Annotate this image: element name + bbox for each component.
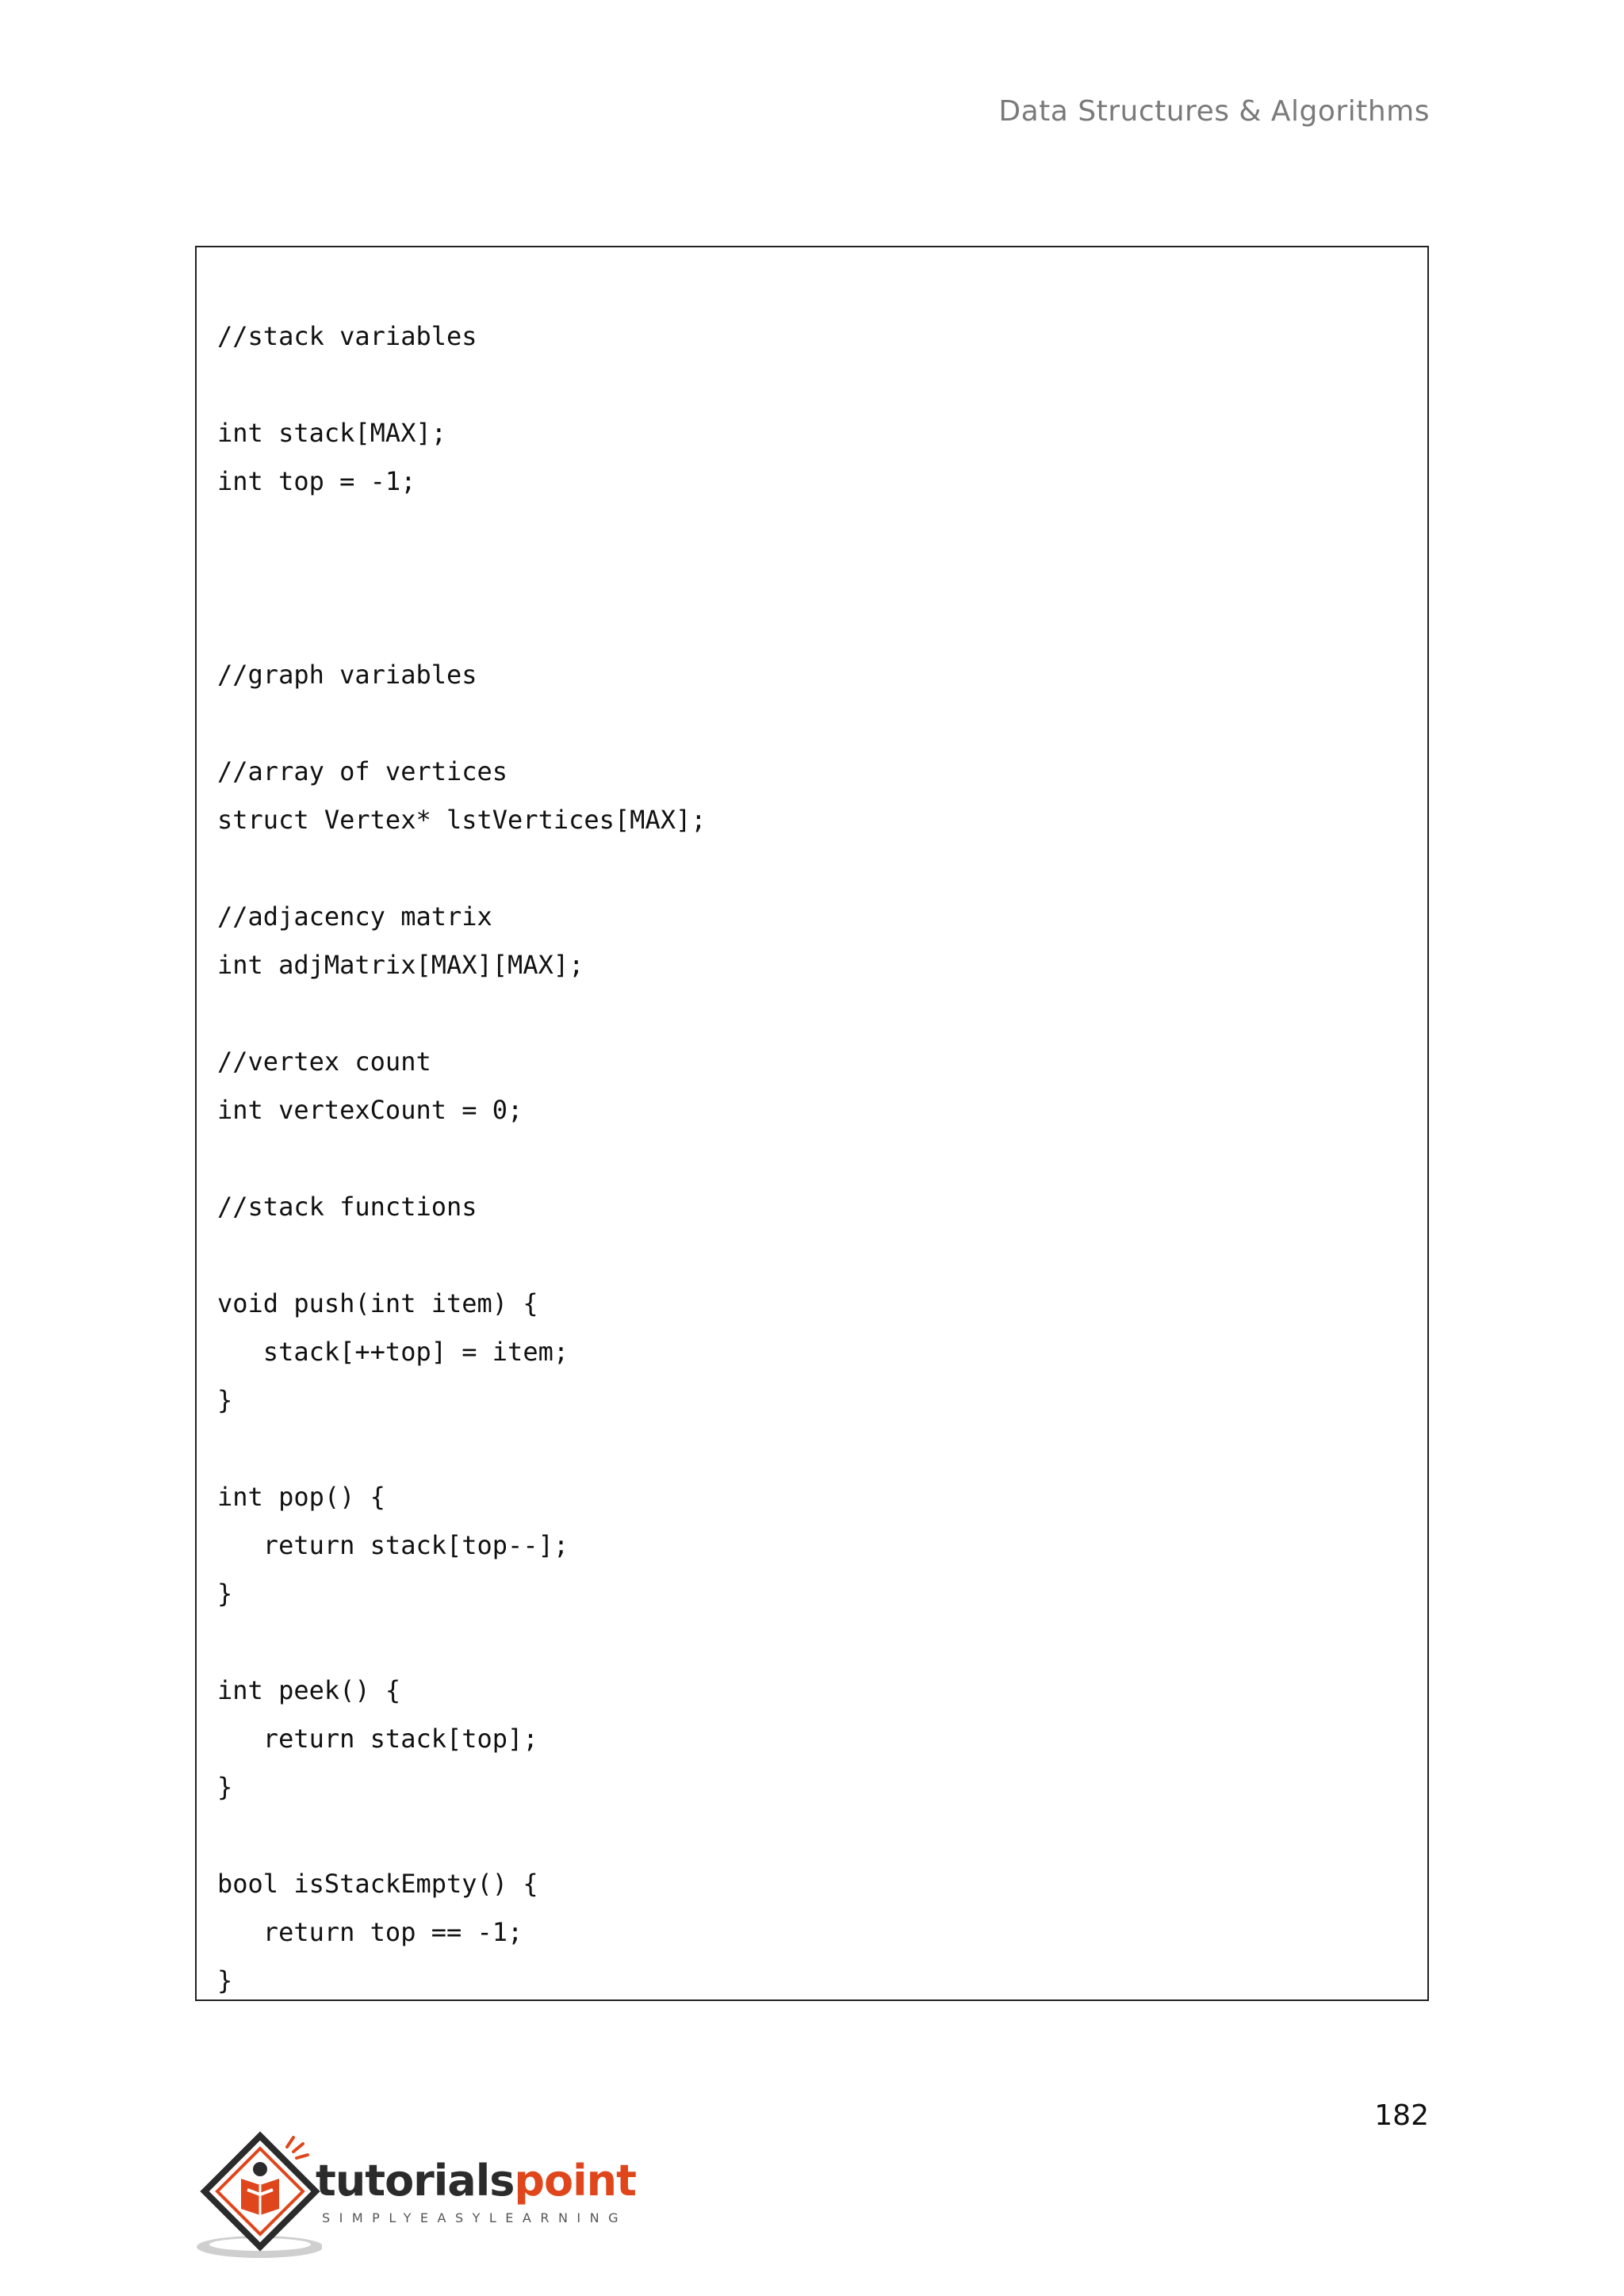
code-line: return top == -1;	[217, 1917, 523, 1947]
code-line: struct Vertex* lstVertices[MAX];	[217, 805, 707, 835]
page-number: 182	[1374, 2099, 1429, 2132]
code-line	[217, 1135, 707, 1183]
logo-wordmark	[316, 2156, 636, 2206]
code-block	[195, 246, 1429, 2001]
code-line: int stack[MAX];	[217, 418, 446, 448]
code-line: bool isStackEmpty() {	[217, 1869, 538, 1899]
code-line: }	[217, 1578, 233, 1609]
tutorialspoint-logo	[195, 2131, 639, 2261]
code-line	[217, 603, 707, 651]
code-line: //stack functions	[217, 1192, 477, 1222]
logo-word-tutorials: tutorials	[316, 2156, 515, 2206]
code-line: int vertexCount = 0;	[217, 1095, 523, 1125]
code-line	[217, 844, 707, 893]
code-line: }	[217, 1385, 233, 1415]
code-line: //adjacency matrix	[217, 901, 492, 932]
code-line: int top = -1;	[217, 466, 416, 496]
code-line: int pop() {	[217, 1482, 385, 1512]
code-line: }	[217, 1772, 233, 1802]
code-lines	[217, 312, 707, 2005]
code-line: stack[++top] = item;	[217, 1337, 569, 1367]
code-line: return stack[top--];	[217, 1530, 569, 1560]
logo-tagline: SIMPLYEASYLEARNING	[322, 2210, 628, 2225]
code-line: return stack[top];	[217, 1724, 538, 1754]
code-line	[217, 699, 707, 748]
tutorialspoint-logo-mark-icon	[195, 2131, 322, 2261]
logo-word-point: point	[514, 2156, 636, 2206]
code-line	[217, 1812, 707, 1860]
page-header-title: Data Structures & Algorithms	[998, 95, 1430, 128]
code-line	[217, 361, 707, 409]
code-line: }	[217, 1965, 233, 1996]
code-line: //vertex count	[217, 1047, 431, 1077]
code-line: //graph variables	[217, 660, 477, 690]
code-line	[217, 1618, 707, 1667]
code-line: int adjMatrix[MAX][MAX];	[217, 950, 584, 980]
code-line	[217, 554, 707, 603]
code-line: void push(int item) {	[217, 1288, 538, 1318]
code-line	[217, 506, 707, 554]
code-line	[217, 989, 707, 1038]
code-line: //array of vertices	[217, 756, 508, 786]
code-line	[217, 1425, 707, 1473]
code-line: //stack variables	[217, 321, 477, 351]
code-line: int peek() {	[217, 1675, 401, 1705]
code-line	[217, 1231, 707, 1280]
